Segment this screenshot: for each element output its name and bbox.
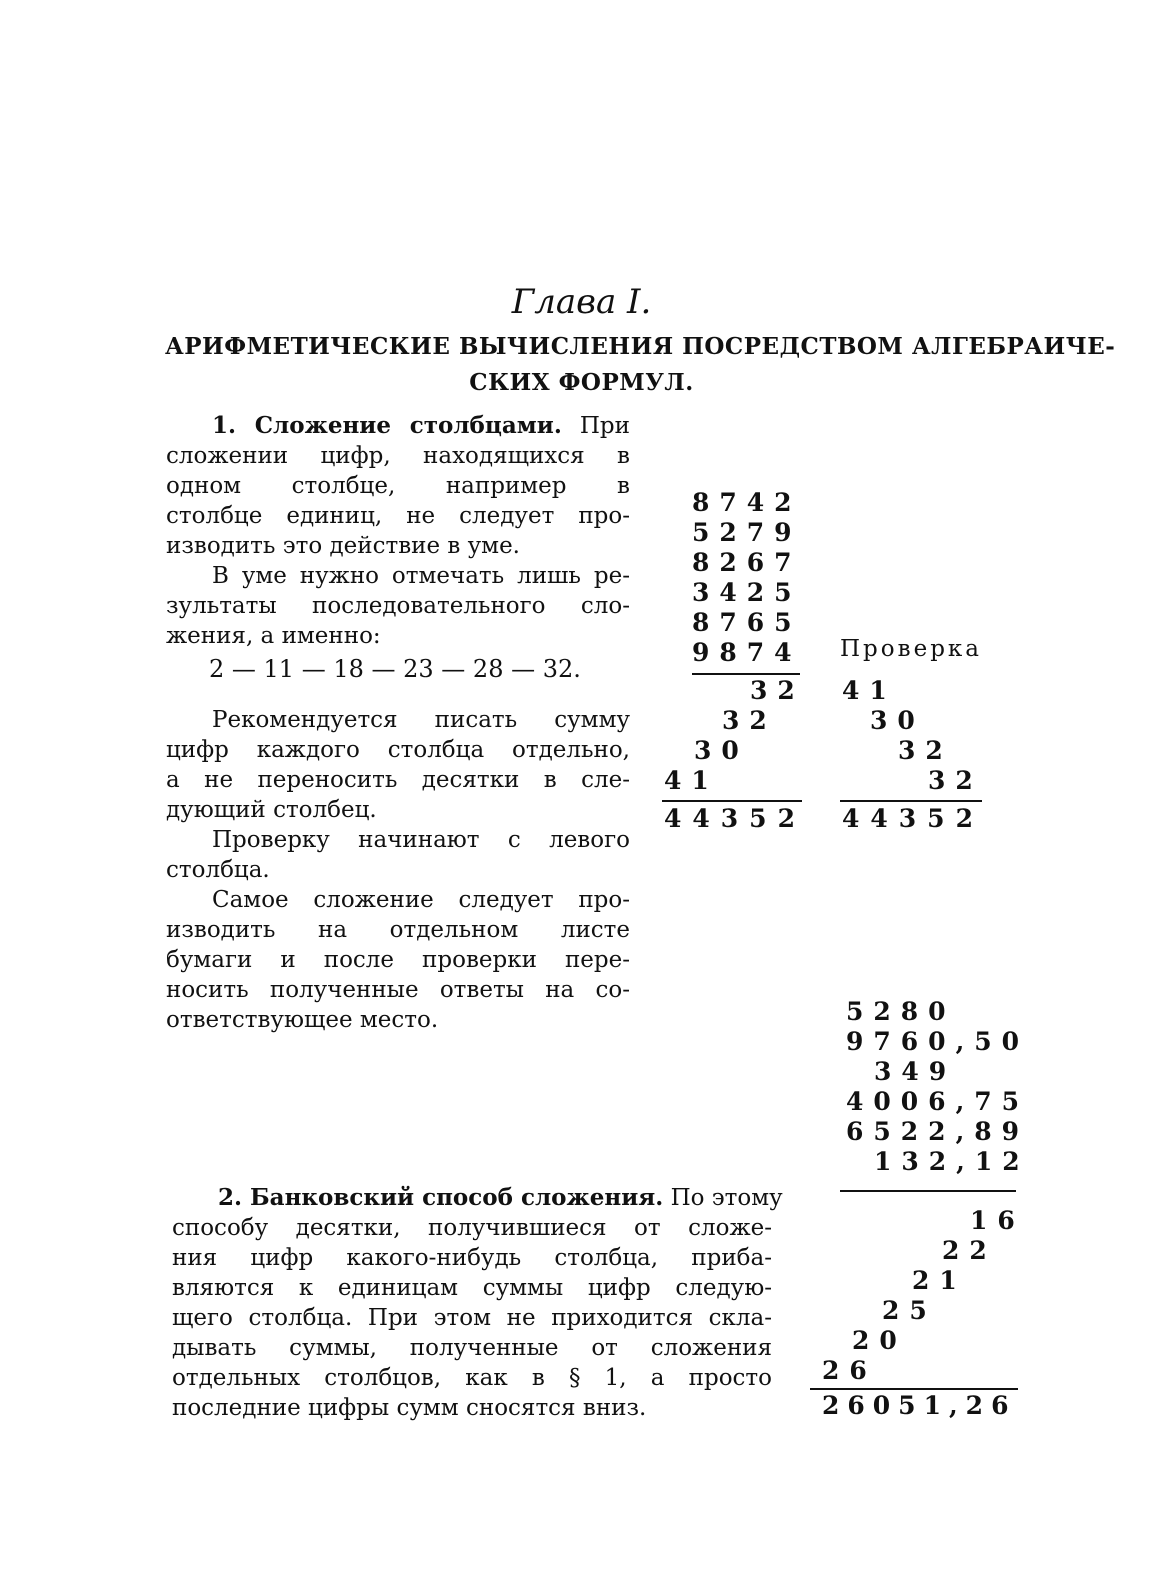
addend: 349 — [874, 1057, 957, 1086]
section-1-first-line — [166, 411, 630, 441]
section-2-title: 2. Банковский способ сложения. — [218, 1184, 664, 1211]
total-sum: 26051,26 — [822, 1391, 1017, 1420]
section-2-line: последние цифры сумм сносятся вниз. — [172, 1395, 647, 1421]
section-2-text — [172, 1183, 783, 1423]
section-2-line: вляются к единицам суммы цифр следую- — [172, 1275, 772, 1301]
section-1-line: Самое сложение следует про- — [212, 887, 630, 913]
chapter-heading-line-2: СКИХ ФОРМУЛ. — [469, 369, 694, 396]
addend: 4006,75 — [846, 1087, 1030, 1116]
total-rule — [662, 800, 802, 802]
check-rule — [840, 800, 982, 802]
column-sum: 41 — [664, 766, 719, 795]
section-1-line: столбца. — [166, 857, 270, 883]
column-sum: 16 — [970, 1206, 1025, 1235]
addend: 8267 — [692, 548, 802, 577]
column-sum: 25 — [882, 1296, 937, 1325]
sum-rule — [840, 1190, 1016, 1192]
check-partial: 30 — [870, 706, 925, 735]
check-partial: 32 — [928, 766, 983, 795]
section-1-line: столбце единиц, не следует про- — [166, 503, 630, 529]
sum-rule — [692, 673, 800, 675]
section-2-line: щего столбца. При этом не приходится скла- — [172, 1305, 772, 1331]
section-1-text-continued — [166, 705, 630, 1035]
column-sum: 22 — [942, 1236, 997, 1265]
check-partial: 32 — [898, 736, 953, 765]
check-label: Проверка — [840, 636, 982, 662]
column-sum: 32 — [750, 676, 805, 705]
section-1-line: В уме нужно отмечать лишь ре- — [212, 563, 630, 589]
section-1-line: жения, а именно: — [166, 623, 381, 649]
section-1-line: При — [579, 413, 630, 439]
addend: 5280 — [846, 997, 956, 1026]
section-1-line: одном столбце, например в — [166, 473, 630, 499]
addend: 6522,89 — [846, 1117, 1030, 1146]
column-sum: 32 — [722, 706, 777, 735]
section-1-line: а не переносить десятки в сле- — [166, 767, 630, 793]
section-1-line: изводить на отдельном листе — [166, 917, 630, 943]
column-sum: 20 — [852, 1326, 907, 1355]
section-2-line: По этому — [670, 1185, 783, 1211]
column-sum: 21 — [912, 1266, 967, 1295]
chapter-title: Глава I. — [511, 282, 652, 322]
addend: 8765 — [692, 608, 802, 637]
section-1-line: цифр каждого столбца отдельно, — [166, 737, 630, 763]
section-1-line: изводить это действие в уме. — [166, 533, 520, 559]
addend: 5279 — [692, 518, 802, 547]
section-1-line: носить полученные ответы на со- — [166, 977, 630, 1003]
total-rule — [810, 1388, 1018, 1390]
addend: 8742 — [692, 488, 802, 517]
total-sum: 44352 — [664, 804, 806, 833]
check-partial: 41 — [842, 676, 897, 705]
section-1-line: Рекомендуется писать сумму — [212, 707, 630, 733]
check-sum: 44352 — [842, 804, 984, 833]
section-1-line: сложении цифр, находящихся в — [166, 443, 630, 469]
section-2-line: ния цифр какого-нибудь столбца, приба- — [172, 1245, 772, 1271]
section-2-line: способу десятки, получившиеся от сложе- — [172, 1215, 772, 1241]
section-1-line: ответствующее место. — [166, 1007, 439, 1033]
column-sum: 30 — [694, 736, 749, 765]
section-1-line: дующий столбец. — [166, 797, 377, 823]
section-1-line: Проверку начинают с левого — [212, 827, 630, 853]
section-1-line: зультаты последовательного сло- — [166, 593, 630, 619]
column-sum: 26 — [822, 1356, 877, 1385]
section-2-line: отдельных столбцов, как в § 1, а просто — [172, 1365, 772, 1391]
section-2-line: дывать суммы, полученные от сложения — [172, 1335, 772, 1361]
partial-sums-equation: 2 — 11 — 18 — 23 — 28 — 32. — [209, 655, 581, 683]
addend: 9760,50 — [846, 1027, 1030, 1056]
addend: 9874 — [692, 638, 802, 667]
addend: 3425 — [692, 578, 802, 607]
section-1-line: бумаги и после проверки пере- — [166, 947, 630, 973]
chapter-heading-line-1: АРИФМЕТИЧЕСКИЕ ВЫЧИСЛЕНИЯ ПОСРЕДСТВОМ АЛГЕБРАИЧЕ- — [165, 333, 1116, 360]
section-2-first-line — [172, 1183, 783, 1213]
addend: 132,12 — [874, 1147, 1030, 1176]
section-1-title: 1. Сложение столбцами. — [212, 412, 562, 439]
section-1-text — [166, 411, 630, 651]
